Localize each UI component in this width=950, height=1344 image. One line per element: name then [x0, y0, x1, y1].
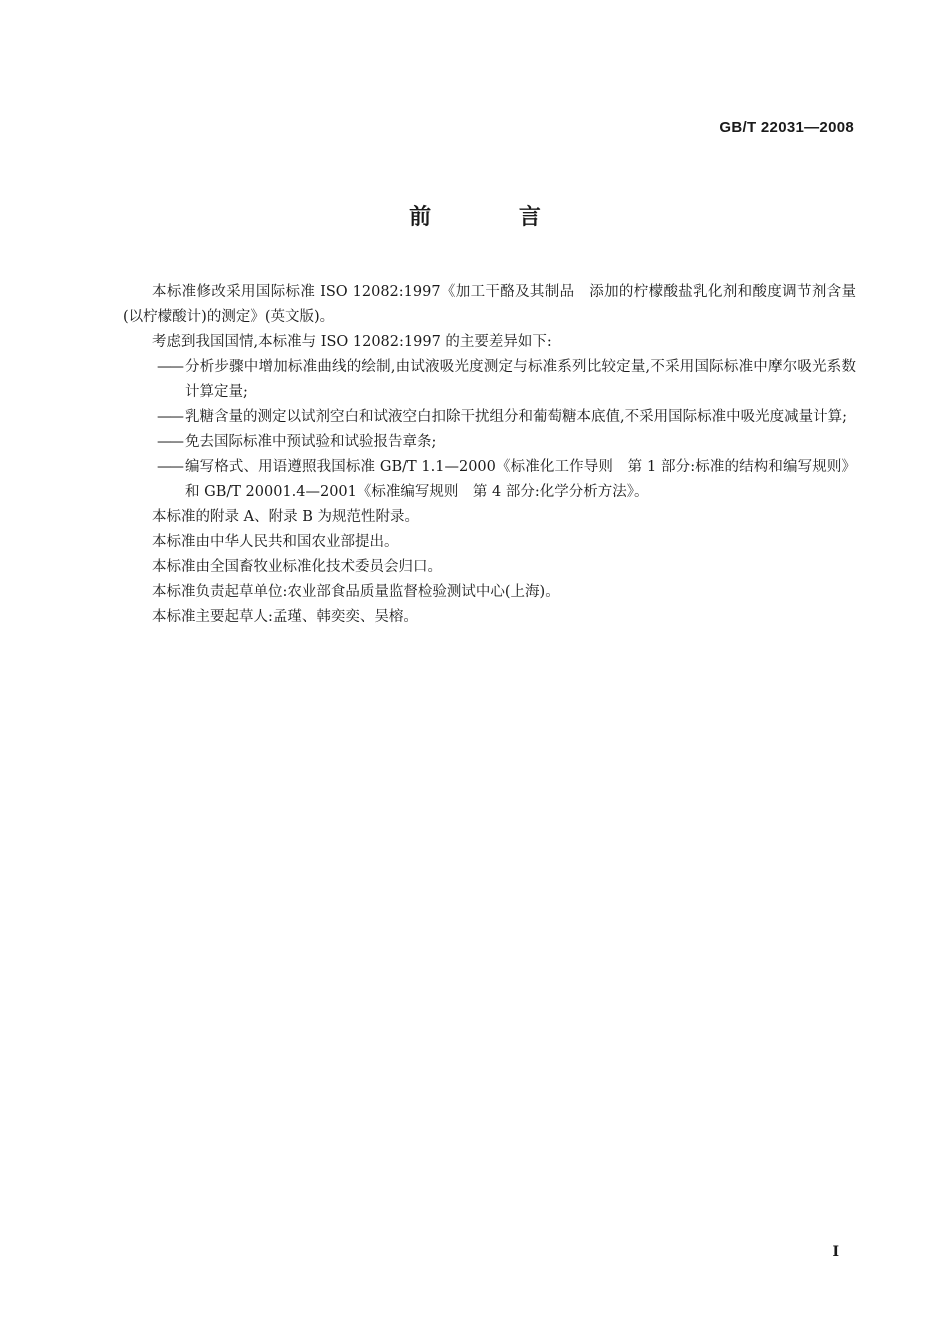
proposer-note: 本标准由中华人民共和国农业部提出。 — [152, 534, 399, 550]
foreword-body — [123, 280, 856, 630]
intro-paragraph: 本标准修改采用国际标准 ISO 12082:1997《加工干酪及其制品 添加的柠檬酸盐乳化剂和酸度调节剂含量(以柠檬酸计)的测定》(英文版)。 — [123, 284, 856, 325]
dash-marker: —— — [157, 459, 182, 475]
difference-item — [123, 405, 856, 430]
dash-marker: —— — [157, 409, 182, 425]
page-title: 前 言 — [409, 205, 581, 230]
differences-intro: 考虑到我国国情,本标准与 ISO 12082:1997 的主要差异如下: — [152, 334, 552, 350]
centralized-note: 本标准由全国畜牧业标准化技术委员会归口。 — [152, 559, 442, 575]
difference-text: 免去国际标准中预试验和试验报告章条; — [185, 434, 437, 450]
difference-item — [123, 355, 856, 405]
page-number: I — [832, 1244, 839, 1260]
difference-text: 编写格式、用语遵照我国标准 GB/T 1.1—2000《标准化工作导则 第 1 部分:标准的结构和编写规则》和 GB/T 20001.4—2001《标准编写规则 第 4 部分:化学分析方法》。 — [185, 459, 856, 500]
difference-item — [123, 430, 856, 455]
difference-text: 乳糖含量的测定以试剂空白和试液空白扣除干扰组分和葡萄糖本底值,不采用国际标准中吸光度减量计算; — [185, 409, 847, 425]
drafting-unit-note: 本标准负责起草单位:农业部食品质量监督检验测试中心(上海)。 — [152, 584, 560, 600]
appendix-note: 本标准的附录 A、附录 B 为规范性附录。 — [152, 509, 419, 525]
difference-item — [123, 455, 856, 505]
standard-number: GB/T 22031—2008 — [719, 119, 854, 136]
dash-marker: —— — [157, 359, 182, 375]
difference-text: 分析步骤中增加标准曲线的绘制,由试液吸光度测定与标准系列比较定量,不采用国际标准中摩尔吸光系数计算定量; — [185, 359, 856, 400]
dash-marker: —— — [157, 434, 182, 450]
drafters-note: 本标准主要起草人:孟瑾、韩奕奕、吴榕。 — [152, 609, 418, 625]
